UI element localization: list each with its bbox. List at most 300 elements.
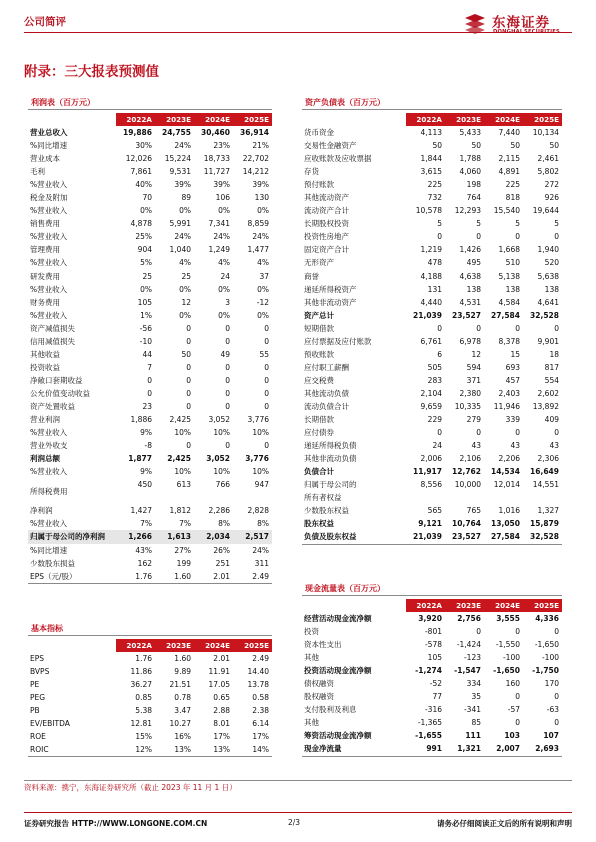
table-cell: 8,859 xyxy=(247,219,269,229)
table-cell: 0% xyxy=(218,310,230,320)
footer-disclaimer: 请务必仔细阅读正文后的所有说明和声明 xyxy=(437,819,572,828)
table-cell: 0 xyxy=(225,336,230,346)
table-cell: 229 xyxy=(427,415,442,425)
table-row xyxy=(28,478,272,504)
row-label: 毛利 xyxy=(30,167,45,177)
table-cell: 8% xyxy=(257,519,269,529)
table-cell: 6,978 xyxy=(459,336,481,346)
table-row xyxy=(28,230,272,243)
row-label: 应付职工薪酬 xyxy=(304,362,349,372)
table-cell: 138 xyxy=(544,284,559,294)
row-label: %同比增速 xyxy=(30,141,68,151)
table-cell: 0 xyxy=(264,402,269,411)
table-cell: 0 xyxy=(554,692,559,702)
table-cell: 43 xyxy=(510,441,520,451)
table-cell: 2,693 xyxy=(535,744,559,754)
column-header: 2023E xyxy=(155,639,194,652)
table-cell: 4,584 xyxy=(498,297,520,307)
table-cell: 10.27 xyxy=(169,719,191,729)
table-cell: 111 xyxy=(465,731,481,741)
row-label: 投资收益 xyxy=(30,362,60,372)
table-cell: 6,761 xyxy=(420,336,442,346)
table-cell: 1.76 xyxy=(135,654,152,664)
row-label: 资产处置收益 xyxy=(30,402,75,411)
table-cell: 0 xyxy=(186,336,191,346)
table-cell: 450 xyxy=(137,480,152,490)
table-cell: 10,764 xyxy=(452,519,481,529)
table-cell: 0 xyxy=(225,441,230,451)
table-cell: 21% xyxy=(252,141,269,151)
table-cell: 0 xyxy=(476,232,481,242)
row-label: 归属于母公司的所有者权益 xyxy=(304,480,357,503)
table-cell: 4,891 xyxy=(498,167,520,177)
table-cell: 0% xyxy=(218,206,230,216)
table-cell: 0 xyxy=(147,375,152,385)
table-cell: 7,440 xyxy=(498,128,520,138)
table-cell: 283 xyxy=(427,375,442,385)
table-cell: 9,901 xyxy=(537,336,559,346)
table-row xyxy=(28,152,272,165)
row-label: EV/EBITDA xyxy=(30,719,70,729)
table-cell: 12,293 xyxy=(454,206,481,216)
table-cell: 0 xyxy=(186,323,191,333)
row-label: 营业成本 xyxy=(30,154,60,164)
table-cell: 0 xyxy=(225,375,230,385)
table-cell: 1,877 xyxy=(128,454,152,464)
table-cell: 18 xyxy=(549,349,559,359)
row-label: 税金及附加 xyxy=(30,193,68,203)
table-cell: 3,052 xyxy=(206,454,230,464)
source-divider xyxy=(24,780,572,781)
table-cell: 2.38 xyxy=(252,706,269,716)
table-cell: 0 xyxy=(476,428,481,438)
table-row xyxy=(28,439,272,452)
table-row xyxy=(28,717,272,730)
table-cell: 36,914 xyxy=(240,128,269,138)
table-cell: 0 xyxy=(515,232,520,242)
row-label: 预付账款 xyxy=(304,180,334,190)
table-cell: -1,550 xyxy=(495,640,520,650)
table-row xyxy=(302,690,562,703)
table-header xyxy=(28,113,272,126)
table-cell: 25 xyxy=(181,271,191,281)
cash-flow-table xyxy=(302,583,562,757)
table-cell: 10% xyxy=(213,467,230,477)
table-cell: 339 xyxy=(505,415,520,425)
row-label: PB xyxy=(30,706,40,716)
table-cell: 5% xyxy=(140,258,152,268)
table-cell: 12,014 xyxy=(493,480,520,490)
table-row xyxy=(302,283,562,296)
table-cell: 613 xyxy=(176,480,191,490)
table-cell: 23% xyxy=(213,141,230,151)
table-row xyxy=(28,335,272,348)
table-row xyxy=(302,716,562,729)
table-cell: 817 xyxy=(544,362,559,372)
table-cell: 1,788 xyxy=(459,154,481,164)
table-cell: 105 xyxy=(137,297,152,307)
table-cell: 106 xyxy=(215,193,230,203)
table-cell: 0 xyxy=(515,692,520,702)
row-label: 现金净流量 xyxy=(304,744,342,754)
table-row xyxy=(302,374,562,387)
table-cell: 3,776 xyxy=(247,415,269,425)
table-cell: 70 xyxy=(142,193,152,203)
table-cell: 23,527 xyxy=(452,310,481,320)
table-cell: 2,403 xyxy=(498,388,520,398)
table-cell: 991 xyxy=(426,744,442,754)
row-label: 销售费用 xyxy=(30,219,60,229)
table-cell: 818 xyxy=(505,193,520,203)
row-label: %营业收入 xyxy=(30,232,68,242)
table-cell: 89 xyxy=(181,193,191,203)
table-cell: 0 xyxy=(225,402,230,411)
table-cell: 21,039 xyxy=(413,532,442,542)
table-row xyxy=(28,530,272,543)
table-cell: 9% xyxy=(140,467,152,477)
row-label: 长期借款 xyxy=(304,415,334,425)
table-cell: -1,365 xyxy=(417,718,442,728)
table-cell: 21,039 xyxy=(413,310,442,320)
table-cell: 10% xyxy=(213,428,230,438)
table-cell: 0.58 xyxy=(252,693,269,703)
table-cell: 0.85 xyxy=(135,693,152,703)
table-cell: 50 xyxy=(471,141,481,151)
table-row xyxy=(302,204,562,217)
table-cell: 495 xyxy=(466,258,481,268)
table-cell: 19,886 xyxy=(123,128,152,138)
row-label: 公允价值变动收益 xyxy=(30,388,90,398)
table-cell: 1,427 xyxy=(130,506,152,516)
table-cell: 0 xyxy=(437,428,442,438)
table-row xyxy=(302,152,562,165)
table-cell: -1,274 xyxy=(415,666,442,676)
table-cell: 0 xyxy=(186,388,191,398)
table-cell: 21.51 xyxy=(169,680,191,690)
row-label: 资本性支出 xyxy=(304,640,342,650)
table-cell: 1,321 xyxy=(457,744,481,754)
table-row xyxy=(302,217,562,230)
income-statement-table xyxy=(28,97,272,584)
table-row xyxy=(28,296,272,309)
table-cell: 12.81 xyxy=(130,719,152,729)
table-cell: 15,540 xyxy=(493,206,520,216)
row-label: EPS xyxy=(30,654,45,664)
table-cell: 9,531 xyxy=(169,167,191,177)
table-cell: 565 xyxy=(427,506,442,516)
table-row xyxy=(302,322,562,335)
table-row xyxy=(28,191,272,204)
balance-sheet-table xyxy=(302,97,562,545)
table-cell: 0 xyxy=(554,718,559,728)
table-cell: 457 xyxy=(505,375,520,385)
company-logo xyxy=(462,8,576,42)
row-label: 其他非流动负债 xyxy=(304,454,357,464)
table-cell: 5,991 xyxy=(169,219,191,229)
table-cell: 1.60 xyxy=(174,654,191,664)
table-cell: 0% xyxy=(257,284,269,294)
table-cell: 5 xyxy=(515,219,520,229)
row-label: 无形资产 xyxy=(304,258,334,268)
table-cell: 0 xyxy=(186,375,191,385)
table-cell: 5,638 xyxy=(537,271,559,281)
table-cell: 13.78 xyxy=(247,680,269,690)
table-cell: 4,638 xyxy=(459,271,481,281)
table-cell: 926 xyxy=(544,193,559,203)
table-row xyxy=(28,387,272,400)
table-cell: 19,644 xyxy=(532,206,559,216)
table-cell: 14.40 xyxy=(247,667,269,677)
row-label: 资产总计 xyxy=(304,310,334,320)
header-spacer xyxy=(302,113,406,126)
table-cell: 0 xyxy=(554,627,559,637)
table-cell: 49 xyxy=(220,349,230,359)
table-cell: -52 xyxy=(429,679,442,689)
row-label: 经营活动现金流净额 xyxy=(304,614,372,624)
table-cell: 130 xyxy=(254,193,269,203)
row-label: 营业利润 xyxy=(30,415,60,425)
table-cell: 14% xyxy=(252,745,269,755)
table-cell: 13,892 xyxy=(532,402,559,411)
table-cell: 15% xyxy=(135,732,152,742)
table-row xyxy=(28,452,272,465)
table-cell: 1,844 xyxy=(420,154,442,164)
table-cell: 18,733 xyxy=(203,154,230,164)
table-cell: 11.86 xyxy=(130,667,152,677)
table-cell: 251 xyxy=(215,558,230,568)
table-cell: 16,649 xyxy=(530,467,559,477)
table-cell: 10% xyxy=(174,467,191,477)
table-cell: 24% xyxy=(252,545,269,555)
table-cell: 12% xyxy=(135,745,152,755)
column-header: 2022A xyxy=(406,599,445,612)
table-row xyxy=(28,426,272,439)
table-cell: 107 xyxy=(543,731,559,741)
table-cell: 0 xyxy=(515,718,520,728)
table-row xyxy=(302,439,562,452)
table-cell: 13% xyxy=(213,745,230,755)
column-header: 2025E xyxy=(233,639,272,652)
row-label: 固定资产合计 xyxy=(304,245,349,255)
table-cell: -12 xyxy=(256,297,269,307)
column-header: 2023E xyxy=(445,113,484,126)
row-label: 净利润 xyxy=(30,506,53,516)
table-cell: 43% xyxy=(135,545,152,555)
table-cell: 162 xyxy=(137,558,152,568)
table-cell: 8% xyxy=(218,519,230,529)
table-row xyxy=(28,178,272,191)
table-cell: 138 xyxy=(466,284,481,294)
table-cell: 1,613 xyxy=(167,532,191,542)
table-cell: 5,802 xyxy=(537,167,559,177)
table-cell: -1,650 xyxy=(534,640,559,650)
table-cell: 77 xyxy=(432,692,442,702)
table-cell: 22,702 xyxy=(242,154,269,164)
table-cell: 0 xyxy=(264,323,269,333)
table-row xyxy=(302,651,562,664)
table-cell: 7% xyxy=(140,519,152,529)
table-cell: 5 xyxy=(554,219,559,229)
table-cell: 4% xyxy=(257,258,269,268)
table-cell: 0 xyxy=(515,323,520,333)
table-cell: 4,060 xyxy=(459,167,481,177)
table-cell: 27% xyxy=(174,545,191,555)
table-cell: 0 xyxy=(515,428,520,438)
row-label: 流动资产合计 xyxy=(304,206,349,216)
row-label: 存货 xyxy=(304,167,319,177)
column-header: 2025E xyxy=(523,599,562,612)
table-row xyxy=(302,348,562,361)
table-cell: 3,615 xyxy=(420,167,442,177)
row-label: 商誉 xyxy=(304,271,319,281)
table-cell: 25 xyxy=(142,271,152,281)
row-label: 资产减值损失 xyxy=(30,323,75,333)
table-cell: 0 xyxy=(264,375,269,385)
table-cell: 11,946 xyxy=(493,402,520,411)
table-cell: 2.49 xyxy=(252,654,269,664)
row-label: 支付股利及利息 xyxy=(304,705,357,715)
row-label: 预收账款 xyxy=(304,349,334,359)
table-cell: 138 xyxy=(505,284,520,294)
table-cell: 27,584 xyxy=(491,532,520,542)
row-label: 应付票据及应付账款 xyxy=(304,336,372,346)
table-row xyxy=(28,743,272,756)
table-cell: 7% xyxy=(179,519,191,529)
table-cell: 9% xyxy=(140,428,152,438)
table-cell: 2,306 xyxy=(537,454,559,464)
table-cell: 0 xyxy=(554,323,559,333)
table-cell: 2.01 xyxy=(213,654,230,664)
table-cell: 0% xyxy=(218,284,230,294)
table-row xyxy=(28,322,272,335)
row-label: 信用减值损失 xyxy=(30,336,75,346)
table-title: 利润表（百万元） xyxy=(28,97,272,110)
table-row xyxy=(28,704,272,717)
table-row xyxy=(302,625,562,638)
table-cell: 3,052 xyxy=(208,415,230,425)
table-cell: -10 xyxy=(139,336,152,346)
table-cell: 23 xyxy=(142,402,152,411)
row-label: 股东权益 xyxy=(304,519,334,529)
table-cell: -801 xyxy=(424,627,442,637)
table-cell: 594 xyxy=(466,362,481,372)
table-cell: 50 xyxy=(549,141,559,151)
table-cell: 2,517 xyxy=(245,532,269,542)
table-cell: 50 xyxy=(510,141,520,151)
table-cell: 9.89 xyxy=(174,667,191,677)
table-cell: 24,755 xyxy=(162,128,191,138)
table-cell: -57 xyxy=(507,705,520,715)
row-label: 财务费用 xyxy=(30,297,60,307)
table-row xyxy=(302,243,562,256)
table-cell: 505 xyxy=(427,362,442,372)
table-cell: 2,104 xyxy=(420,388,442,398)
table-cell: 2.88 xyxy=(213,706,230,716)
table-cell: 50 xyxy=(181,349,191,359)
table-cell: 17.05 xyxy=(208,680,230,690)
table-row xyxy=(302,504,562,517)
row-label: ROIC xyxy=(30,745,49,755)
table-cell: -1,655 xyxy=(415,731,442,741)
row-label: 其他 xyxy=(304,653,319,663)
table-cell: 0% xyxy=(257,310,269,320)
table-cell: 765 xyxy=(466,506,481,516)
table-row xyxy=(28,691,272,704)
table-cell: 8,378 xyxy=(498,336,520,346)
row-label: 负债合计 xyxy=(304,467,334,477)
table-cell: 409 xyxy=(544,415,559,425)
row-label: 递延所得税负债 xyxy=(304,441,357,451)
table-cell: 0 xyxy=(225,323,230,333)
page-title: 附录：三大报表预测值 xyxy=(24,64,159,80)
table-cell: 2,828 xyxy=(247,506,269,516)
table-cell: 0 xyxy=(437,232,442,242)
table-cell: -63 xyxy=(546,705,559,715)
table-title: 现金流量表（百万元） xyxy=(302,583,562,596)
table-cell: 5,433 xyxy=(459,128,481,138)
table-cell: 2,756 xyxy=(457,614,481,624)
table-cell: 10,000 xyxy=(454,480,481,490)
row-label: 股权融资 xyxy=(304,692,334,702)
column-header: 2023E xyxy=(155,113,194,126)
table-row xyxy=(28,139,272,152)
table-cell: 1,426 xyxy=(459,245,481,255)
row-label: PE xyxy=(30,680,40,690)
row-label: 其他非流动资产 xyxy=(304,297,357,307)
row-label: 少数股东损益 xyxy=(30,558,75,568)
table-cell: 1,886 xyxy=(130,415,152,425)
row-label: 应付债券 xyxy=(304,428,334,438)
row-label: 债权融资 xyxy=(304,679,334,689)
table-cell: -56 xyxy=(139,323,152,333)
header-spacer xyxy=(28,639,116,652)
table-cell: 2,034 xyxy=(206,532,230,542)
table-cell: 10% xyxy=(252,428,269,438)
table-cell: 0% xyxy=(179,206,191,216)
table-row xyxy=(28,557,272,570)
table-cell: 6 xyxy=(437,349,442,359)
table-cell: 766 xyxy=(215,480,230,490)
table-cell: 4,336 xyxy=(535,614,559,624)
table-cell: 4% xyxy=(218,258,230,268)
row-label: PEG xyxy=(30,693,46,703)
row-label: 货币资金 xyxy=(304,128,334,138)
table-cell: 10,578 xyxy=(415,206,442,216)
table-cell: 2,007 xyxy=(496,744,520,754)
table-title: 资产负债表（百万元） xyxy=(302,97,562,110)
table-cell: -1,650 xyxy=(493,666,520,676)
table-cell: 371 xyxy=(466,375,481,385)
table-cell: 10% xyxy=(174,428,191,438)
table-row xyxy=(28,413,272,426)
table-cell: 11,917 xyxy=(413,467,442,477)
table-cell: 764 xyxy=(466,193,481,203)
table-cell: 35 xyxy=(471,692,481,702)
table-row xyxy=(28,544,272,557)
table-row xyxy=(28,270,272,283)
table-cell: 11.91 xyxy=(208,667,230,677)
row-label: 应交税费 xyxy=(304,375,334,385)
table-row xyxy=(28,204,272,217)
table-cell: 14,212 xyxy=(242,167,269,177)
table-cell: 693 xyxy=(505,362,520,372)
basic-indicators-table xyxy=(28,623,272,757)
table-row xyxy=(302,612,562,625)
table-cell: -1,547 xyxy=(454,666,481,676)
table-cell: 4,113 xyxy=(420,128,442,138)
table-cell: 0 xyxy=(554,428,559,438)
table-header xyxy=(302,599,562,612)
